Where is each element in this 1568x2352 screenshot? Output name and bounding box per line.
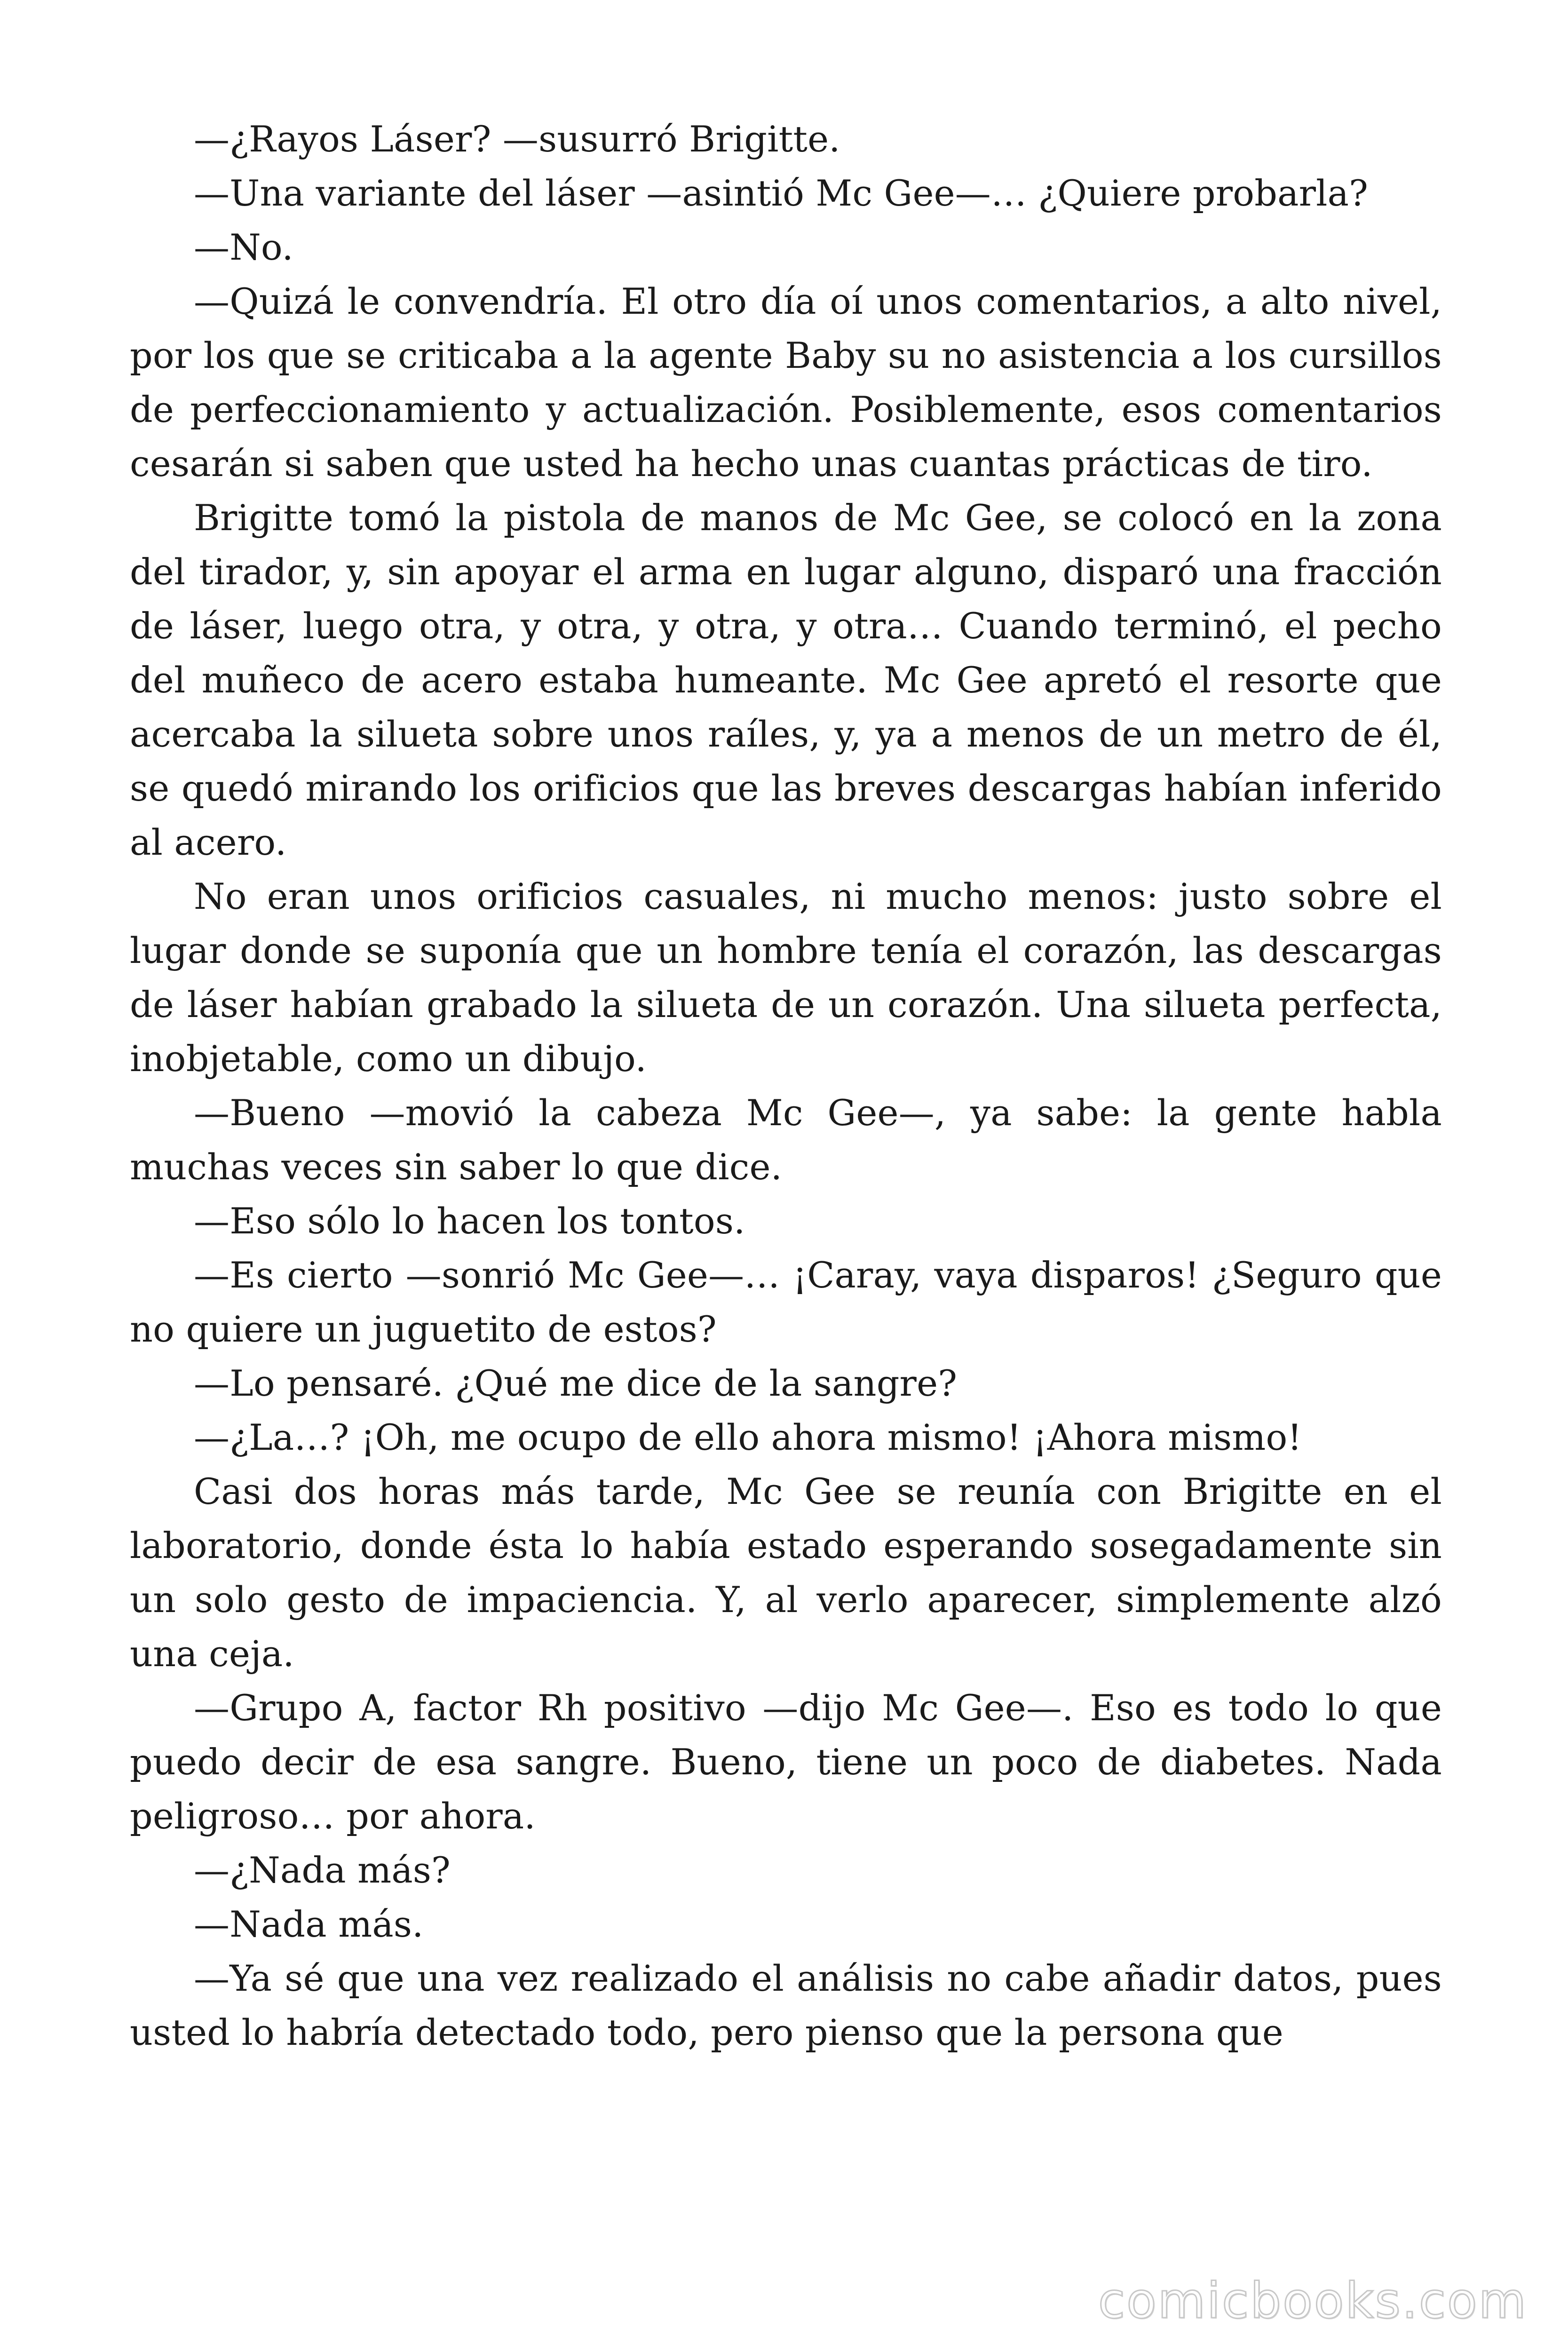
paragraph: —Grupo A, factor Rh positivo —dijo Mc Gee—. Eso es todo lo que puedo decir de esa sangre. Bueno, tiene un poco de diabetes. Nada peligroso… por ahora. (130, 1687, 1442, 1837)
paragraph: Casi dos horas más tarde, Mc Gee se reunía con Brigitte en el laboratorio, donde ésta lo había estado esperando sosegadamente sin un solo gesto de impaciencia. Y, al verlo aparecer, simplemente alzó una ceja. (130, 1470, 1442, 1675)
paragraph: —¿Rayos Láser? —susurró Brigitte. (194, 118, 840, 160)
paragraph: —Quizá le convendría. El otro día oí unos comentarios, a alto nivel, por los que se criticaba a la agente Baby su no asistencia a los cursillos de perfeccionamiento y actualización. Posiblemente, esos comentarios cesarán si saben que usted ha hecho unas cuantas prácticas de tiro. (130, 280, 1442, 485)
paragraph: —Lo pensaré. ¿Qué me dice de la sangre? (194, 1362, 958, 1404)
paragraph: Brigitte tomó la pistola de manos de Mc Gee, se colocó en la zona del tirador, y, sin apoyar el arma en lugar alguno, disparó una fracción de láser, luego otra, y otra, y otra, y otra… Cuando terminó, el pecho del muñeco de acero estaba humeante. Mc Gee apretó el resorte que acercaba la silueta sobre unos raíles, y, ya a menos de un metro de él, se quedó mirando los orificios que las breves descargas habían inferido al acero. (130, 497, 1442, 863)
paragraph: —¿Nada más? (194, 1849, 451, 1891)
paragraph: —Bueno —movió la cabeza Mc Gee—, ya sabe: la gente habla muchas veces sin saber lo que dice. (130, 1092, 1442, 1188)
paragraph: —Es cierto —sonrió Mc Gee—… ¡Caray, vaya disparos! ¿Seguro que no quiere un juguetito de estos? (130, 1254, 1442, 1350)
paragraph: —¿La…? ¡Oh, me ocupo de ello ahora mismo! ¡Ahora mismo! (194, 1416, 1302, 1458)
paragraph: No eran unos orificios casuales, ni mucho menos: justo sobre el lugar donde se suponía que un hombre tenía el corazón, las descargas de láser habían grabado la silueta de un corazón. Una silueta perfecta, inobjetable, como un dibujo. (130, 875, 1442, 1080)
paragraph: —No. (194, 226, 293, 268)
paragraph: —Ya sé que una vez realizado el análisis no cabe añadir datos, pues usted lo habría detectado todo, pero pienso que la persona que (130, 1957, 1442, 2053)
paragraph: —Nada más. (194, 1903, 424, 1945)
paragraph: —Una variante del láser —asintió Mc Gee—… ¿Quiere probarla? (194, 172, 1369, 214)
book-page-text (130, 112, 1442, 2059)
site-watermark: comicbooks.com (1098, 2272, 1528, 2329)
paragraph: —Eso sólo lo hacen los tontos. (194, 1200, 745, 1242)
